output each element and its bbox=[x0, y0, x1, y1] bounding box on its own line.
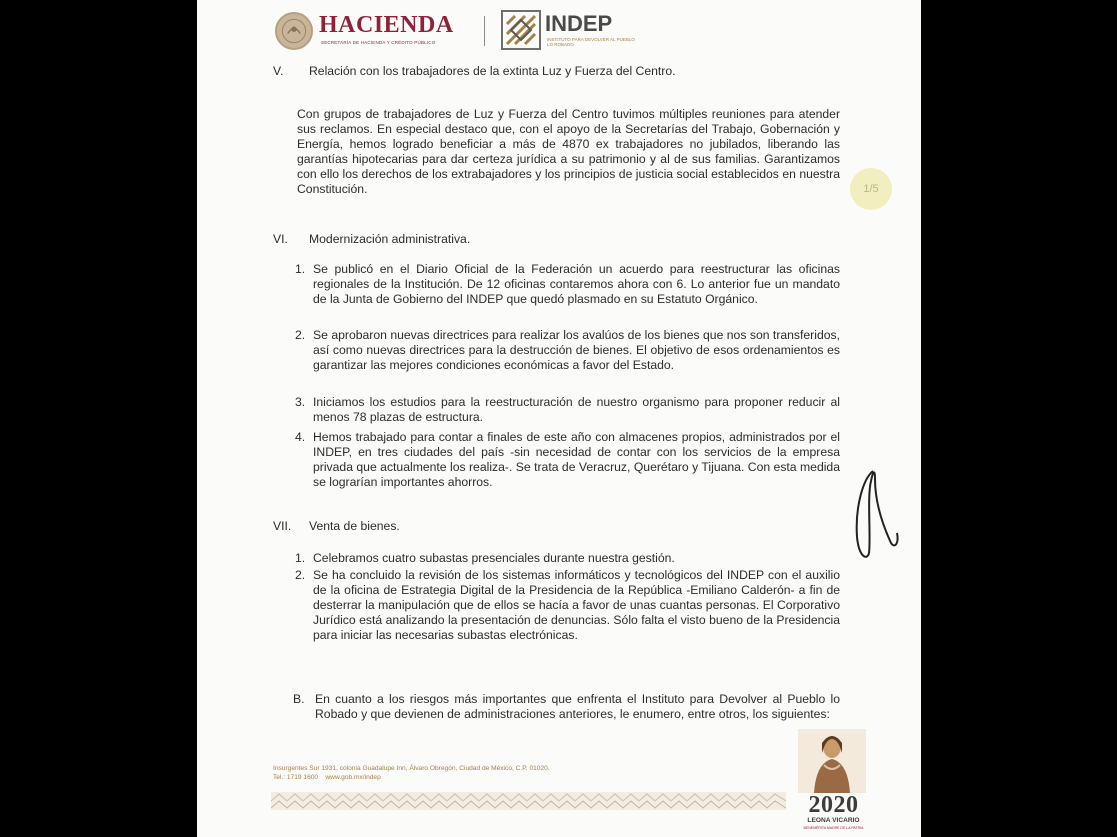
list-item: 2. Se ha concluido la revisión de los sistemas informáticos y tecnológicos del INDEP con el auxilio de la oficina de Estrategia Digital de la Presidencia de la República -Emiliano Calderón- a fin de desterrar la manipulación que de ellos se hacía a favor de unas cuantas personas. El Corporativo Jurídico está analizando la presentación de denuncias. Sólo falta el visto bueno de la Presidencia para iniciar las necesarias subastas electrónicas. bbox=[295, 568, 840, 642]
indep-logo-icon bbox=[501, 10, 541, 50]
hacienda-logo-text: HACIENDA bbox=[319, 12, 454, 38]
list-item: 2. Se aprobaron nuevas directrices para realizar los avalúos de los bienes que nos son transferidos, así como nuevas directrices para la destrucción de bienes. El objetivo de esos ordenamientos es garantizar las mejores condiciones económicas a favor del Estado. bbox=[295, 328, 840, 372]
section-title: Modernización administrativa. bbox=[309, 232, 471, 246]
section-number: VII. bbox=[273, 519, 292, 533]
hacienda-subtitle: SECRETARÍA DE HACIENDA Y CRÉDITO PÚBLICO bbox=[321, 40, 436, 45]
section-v-heading bbox=[273, 64, 676, 78]
footer-address-block bbox=[273, 764, 550, 782]
leona-vicario-label: LEONA VICARIO bbox=[807, 817, 860, 824]
section-title: Relación con los trabajadores de la extinta Luz y Fuerza del Centro. bbox=[309, 64, 676, 78]
indep-subtitle: INSTITUTO PARA DEVOLVER AL PUEBLO LO ROBADO bbox=[547, 37, 635, 47]
footer-phone: Tel.: 1719 1600 bbox=[273, 774, 319, 781]
document-page bbox=[197, 0, 921, 837]
national-seal-icon bbox=[275, 12, 313, 50]
letterhead bbox=[275, 10, 655, 56]
year-2020-logo: 2020 bbox=[808, 792, 859, 818]
handwritten-signature bbox=[845, 457, 905, 567]
section-b-paragraph: B. En cuanto a los riesgos más importantes que enfrenta el Instituto para Devolver al Pueblo lo Robado y que devienen de administraciones anteriores, le enumero, entre otros, los siguientes: bbox=[293, 692, 840, 721]
section-title: Venta de bienes. bbox=[309, 519, 400, 533]
leona-vicario-subtitle: BENEMÉRITA MADRE DE LA PATRIA bbox=[803, 826, 864, 830]
list-item: 3. Iniciamos los estudios para la reestructuración de nuestro organismo para proponer reducir al menos 78 plazas de estructura. bbox=[295, 395, 840, 424]
footer-address: Insurgentes Sur 1931, colonia Guadalupe Inn, Álvaro Obregón, Ciudad de México, C.P. 01020. bbox=[273, 765, 550, 772]
page-number-badge: 1/5 bbox=[850, 168, 892, 210]
section-vii-heading bbox=[273, 519, 400, 533]
leona-vicario-portrait bbox=[798, 729, 866, 793]
footer-website[interactable]: www.gob.mx/indep bbox=[325, 774, 381, 781]
section-number: VI. bbox=[273, 232, 288, 246]
section-number: V. bbox=[273, 64, 284, 78]
list-item: 1. Celebramos cuatro subastas presenciales durante nuestra gestión. bbox=[295, 551, 675, 565]
section-v-paragraph: Con grupos de trabajadores de Luz y Fuerza del Centro tuvimos múltiples reuniones para atender sus reclamos. En especial destaco que, con el apoyo de la Secretarías del Trabajo, Gobernación y Energía, hemos logrado beneficiar a más de 4870 ex trabajadores no jubilados, liberando las garantías hipotecarias para dar certeza jurídica a su patrimonio y al de sus familias. Garantizamos con ello los derechos de los extrabajadores y los principios de justicia social establecidos en nuestra Constitución. bbox=[297, 107, 840, 196]
indep-logo-text: INDEP bbox=[545, 11, 613, 36]
decorative-footer-band bbox=[271, 792, 786, 810]
logo-divider bbox=[484, 16, 485, 46]
list-item: 1. Se publicó en el Diario Oficial de la Federación un acuerdo para reestructurar las oficinas regionales de la Institución. De 12 oficinas contaremos ahora con 6. Lo anterior fue un mandato de la Junta de Gobierno del INDEP que quedó plasmado en su Estatuto Orgánico. bbox=[295, 262, 840, 306]
section-vi-heading bbox=[273, 232, 470, 246]
list-item: 4. Hemos trabajado para contar a finales de este año con almacenes propios, administrados por el INDEP, en tres ciudades del país -sin necesidad de contar con los servicios de la empresa privada que actualmente los realiza-. Se trata de Veracruz, Querétaro y Tijuana. Con esta medida se lograrían importantes ahorros. bbox=[295, 430, 840, 489]
